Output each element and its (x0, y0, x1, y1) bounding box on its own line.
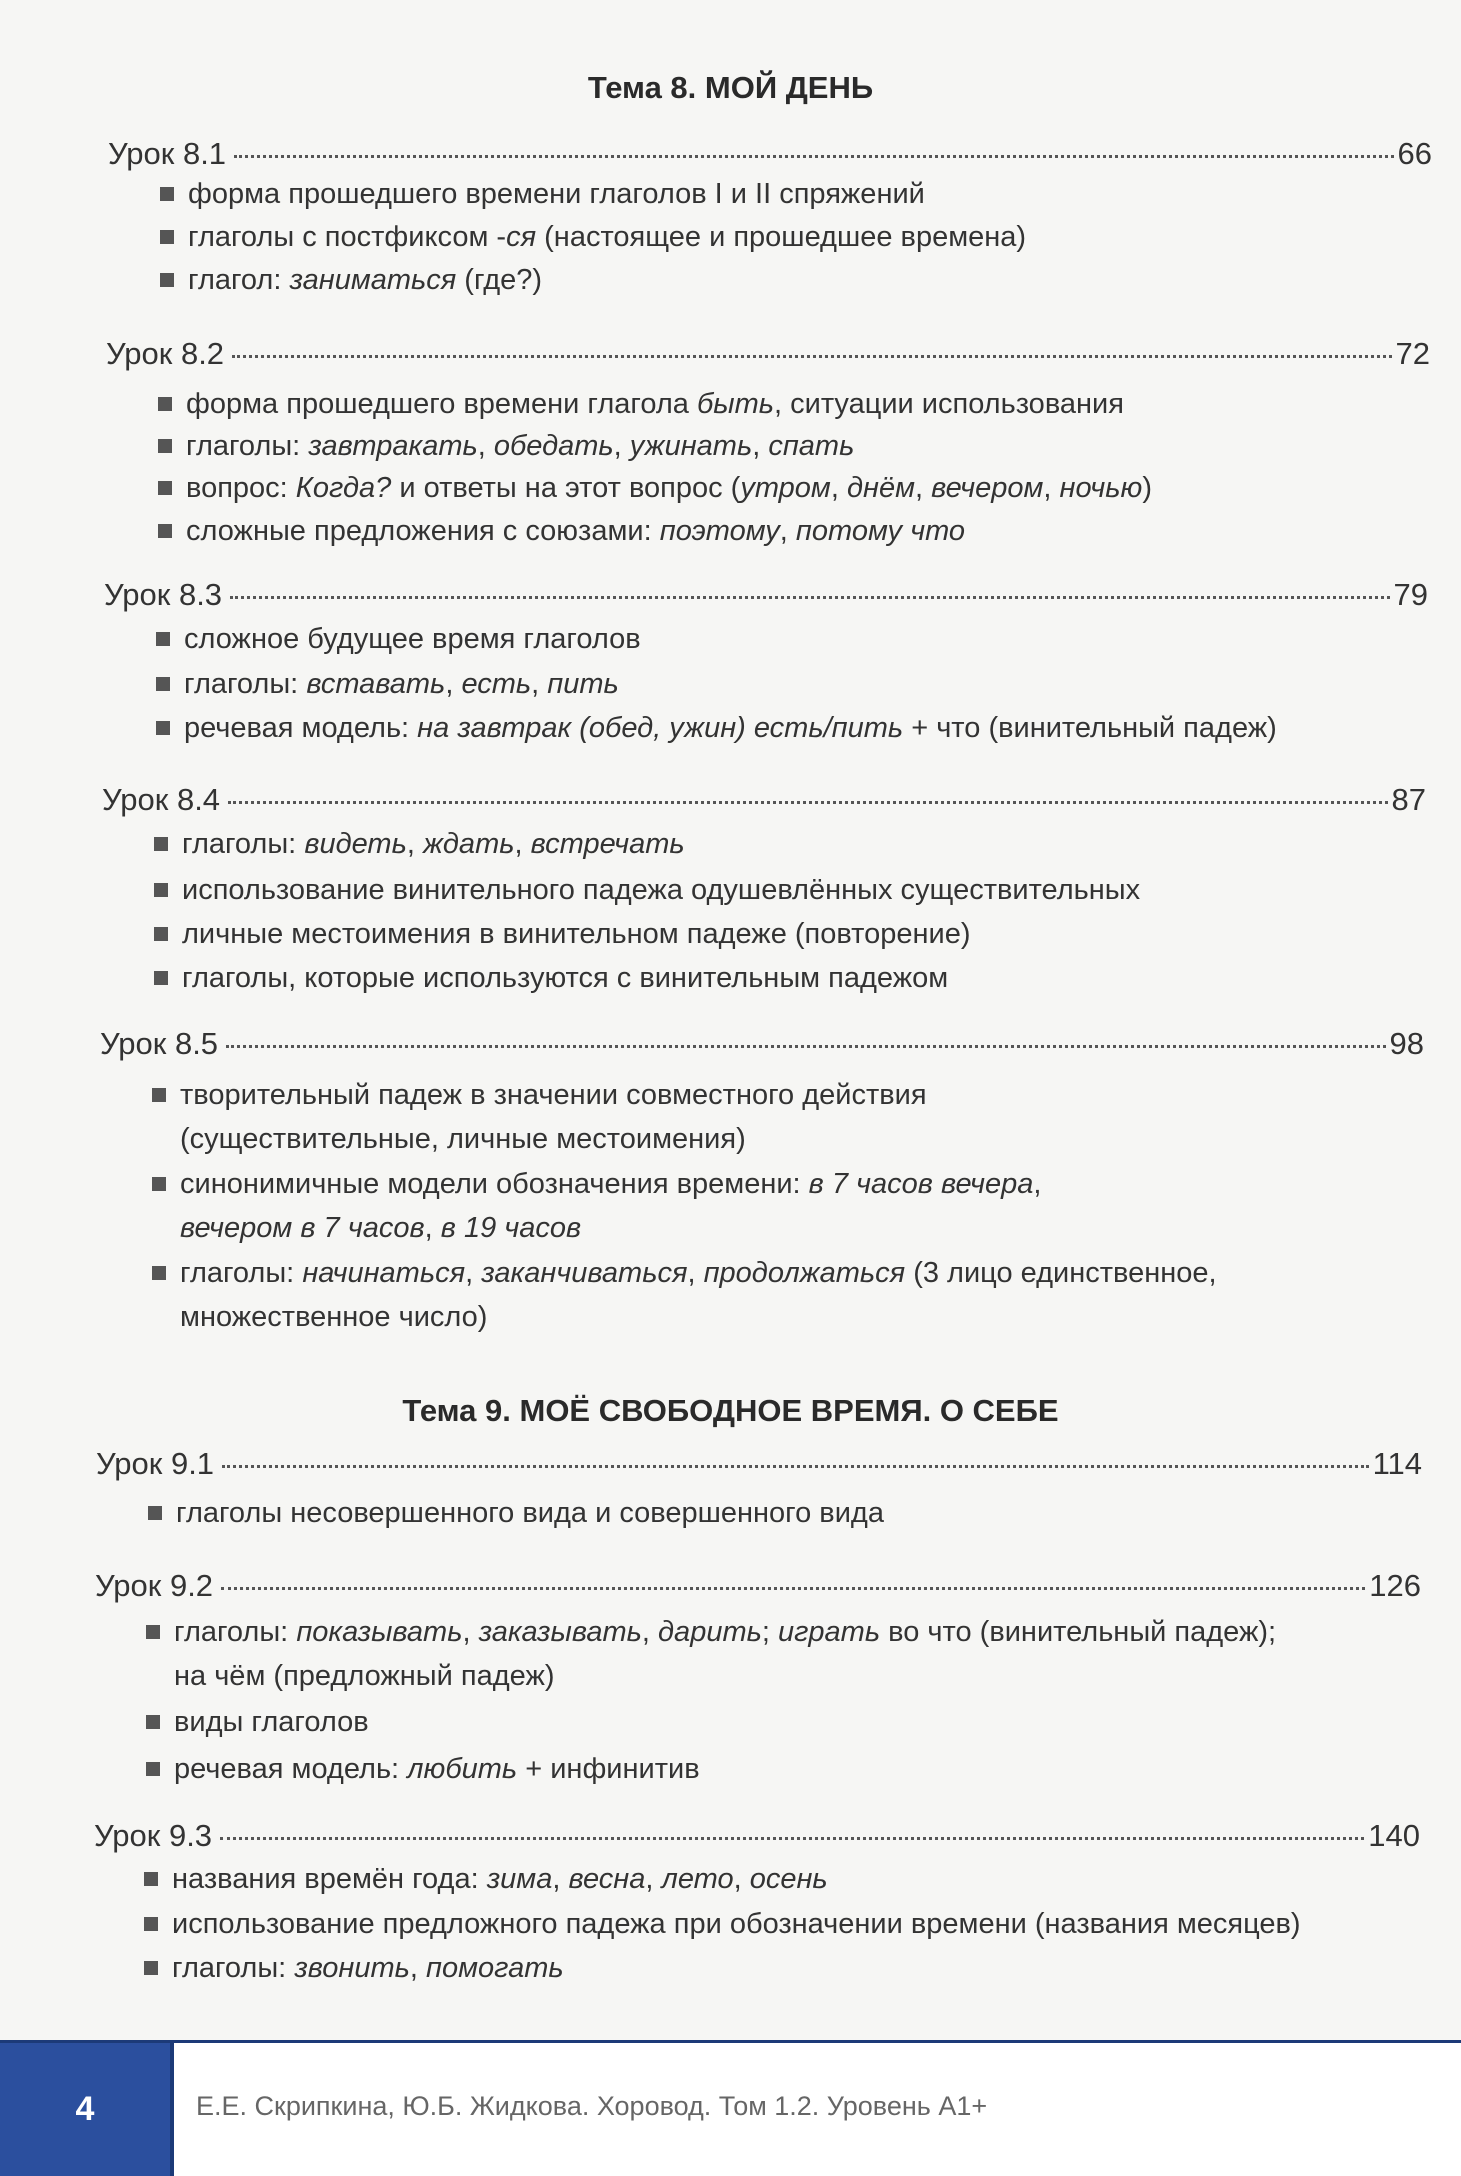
dot-leader (226, 1045, 1385, 1048)
square-bullet-icon (158, 481, 172, 495)
lesson-label: Урок 8.1 (108, 136, 227, 171)
square-bullet-icon (154, 837, 168, 851)
topic-bullet (182, 912, 970, 956)
footer-citation: Е.Е. Скрипкина, Ю.Б. Жидкова. Хоровод. Том 1.2. Уровень А1+ (196, 2091, 988, 2121)
bullet-line (174, 1747, 700, 1791)
bullet-text: , (465, 1257, 482, 1289)
bullet-line (172, 1857, 828, 1901)
square-bullet-icon (158, 397, 172, 411)
bullet-line (174, 1610, 1276, 1654)
bullet-text: , (462, 1616, 479, 1648)
topic-bullet (172, 1946, 564, 1990)
italic-term: дарить (658, 1616, 762, 1648)
bullet-text: названия времён года: (172, 1863, 487, 1895)
italic-term: вечером в 7 часов (180, 1212, 425, 1244)
lesson-page-number: 79 (1393, 577, 1428, 612)
square-bullet-icon (158, 439, 172, 453)
topic-bullet (184, 617, 641, 661)
bullet-text: во что (винительный падеж); (880, 1616, 1277, 1648)
italic-term: ночью (1059, 472, 1143, 504)
bullet-line (188, 172, 925, 216)
bullet-line (180, 1073, 927, 1117)
lesson-entry[interactable] (100, 1026, 1424, 1062)
bullet-text: глаголы с постфиксом - (188, 221, 507, 253)
bullet-line (182, 822, 685, 866)
square-bullet-icon (156, 677, 170, 691)
square-bullet-icon (152, 1177, 166, 1191)
bullet-line (182, 912, 970, 956)
bullet-text: , (914, 472, 932, 504)
page-footer (0, 2040, 1461, 2176)
bullet-text: , (613, 430, 630, 462)
topic-bullet (186, 382, 1124, 426)
bullet-line (180, 1162, 1041, 1206)
theme-title: Тема 9. МОЁ СВОБОДНОЕ ВРЕМЯ. О СЕБЕ (402, 1393, 1059, 1428)
bullet-text: глаголы несовершенного вида и совершенного вида (176, 1497, 884, 1529)
bullet-line (180, 1251, 1217, 1295)
bullet-text: + инфинитив (517, 1753, 700, 1785)
square-bullet-icon (148, 1506, 162, 1520)
topic-bullet (186, 509, 965, 553)
bullet-line (180, 1117, 927, 1161)
bullet-text: речевая модель: (184, 712, 418, 744)
lesson-label: Урок 8.3 (104, 577, 223, 612)
bullet-text: глаголы: (180, 1257, 303, 1289)
dot-leader (220, 1837, 1364, 1840)
dot-leader (228, 801, 1387, 804)
topic-bullet (174, 1610, 1276, 1698)
bullet-line (184, 662, 619, 706)
bullet-text: (существительные, личные местоимения) (180, 1123, 746, 1155)
italic-term: пить (547, 668, 619, 700)
bullet-text: синонимичные модели обозначения времени: (180, 1168, 809, 1200)
bullet-line (180, 1206, 1041, 1250)
bullet-text: личные местоимения в винительном падеже (повторение) (182, 918, 971, 950)
bullet-text: глаголы: (186, 430, 309, 462)
lesson-page-number: 140 (1368, 1818, 1420, 1853)
bullet-text: ) (1142, 472, 1153, 504)
italic-term: помогать (426, 1952, 564, 1984)
bullet-text: , ситуации использования (774, 388, 1124, 420)
bullet-text: речевая модель: (174, 1753, 408, 1785)
bullet-text: глагол: (188, 264, 290, 296)
bullet-text: глаголы: (172, 1952, 295, 1984)
square-bullet-icon (146, 1762, 160, 1776)
bullet-text: , (641, 1616, 659, 1648)
italic-term: звонить (294, 1952, 410, 1984)
italic-term: ся (506, 221, 537, 253)
bullet-text: , (733, 1863, 750, 1895)
topic-bullet (174, 1700, 369, 1744)
theme-title: Тема 8. МОЙ ДЕНЬ (587, 70, 874, 105)
lesson-entry[interactable] (108, 136, 1432, 172)
bullet-text: сложное будущее время глаголов (184, 623, 641, 655)
bullet-line (186, 509, 965, 553)
bullet-line (172, 1902, 1301, 1946)
bullet-text: глаголы: (184, 668, 307, 700)
bullet-text: , (409, 1952, 427, 1984)
italic-term: заканчиваться (481, 1257, 688, 1289)
bullet-line (176, 1491, 884, 1535)
topic-bullet (180, 1162, 1041, 1250)
topic-bullet (188, 215, 1026, 259)
bullet-text: , (477, 430, 494, 462)
square-bullet-icon (160, 273, 174, 287)
italic-term: заниматься (289, 264, 457, 296)
square-bullet-icon (152, 1266, 166, 1280)
square-bullet-icon (156, 632, 170, 646)
lesson-label: Урок 9.2 (95, 1568, 214, 1603)
bullet-line (186, 424, 854, 468)
italic-term: на завтрак (обед, ужин) есть/пить (417, 712, 904, 744)
lesson-label: Урок 9.1 (96, 1446, 215, 1481)
square-bullet-icon (152, 1088, 166, 1102)
italic-term: весна (568, 1863, 646, 1895)
bullet-line (172, 1946, 564, 1990)
italic-term: быть (696, 388, 774, 420)
bullet-text: на чём (предложный падеж) (174, 1660, 555, 1692)
square-bullet-icon (146, 1625, 160, 1639)
lesson-page-number: 72 (1395, 336, 1430, 371)
square-bullet-icon (154, 927, 168, 941)
italic-term: заказывать (478, 1616, 642, 1648)
bullet-text: использование винительного падежа одушевлённых существительных (182, 874, 1141, 906)
lesson-entry[interactable] (94, 1818, 1420, 1854)
bullet-text: , (752, 430, 769, 462)
dot-leader (230, 596, 1389, 599)
italic-term: начинаться (302, 1257, 466, 1289)
bullet-text: форма прошедшего времени глаголов I и II спряжений (188, 178, 925, 210)
topic-bullet (180, 1251, 1217, 1339)
lesson-label: Урок 8.2 (106, 336, 225, 371)
bullet-text: форма прошедшего времени глагола (186, 388, 697, 420)
square-bullet-icon (158, 524, 172, 538)
square-bullet-icon (146, 1715, 160, 1729)
italic-term: зима (486, 1863, 553, 1895)
bullet-text: сложные предложения с союзами: (186, 515, 660, 547)
topic-bullet (188, 258, 542, 302)
bullet-line (188, 215, 1026, 259)
bullet-text: (где?) (456, 264, 543, 296)
bullet-text: , (424, 1212, 441, 1244)
bullet-text: , (830, 472, 847, 504)
italic-term: играть (777, 1616, 881, 1648)
lesson-label: Урок 9.3 (94, 1818, 213, 1853)
italic-term: спать (768, 430, 855, 462)
italic-term: лето (661, 1863, 734, 1895)
bullet-line (182, 956, 948, 1000)
bullet-line (186, 466, 1152, 510)
bullet-line (180, 1295, 1217, 1339)
italic-term: показывать (296, 1616, 463, 1648)
topic-bullet (182, 822, 685, 866)
bullet-text: глаголы, которые используются с винительным падежом (182, 962, 949, 994)
bullet-text: и ответы на этот вопрос ( (391, 472, 741, 504)
topic-bullet (186, 424, 854, 468)
lesson-label: Урок 8.5 (100, 1026, 219, 1061)
bullet-text: использование предложного падежа при обозначении времени (названия месяцев) (172, 1908, 1301, 1940)
bullet-text: , (1043, 472, 1060, 504)
italic-term: видеть (304, 828, 407, 860)
topic-bullet (184, 662, 619, 706)
bullet-text: (3 лицо единственное, (905, 1257, 1217, 1289)
italic-term: потому что (795, 515, 966, 547)
italic-term: вставать (306, 668, 446, 700)
italic-term: вечером (931, 472, 1044, 504)
bullet-text: множественное число) (180, 1301, 488, 1333)
topic-bullet (182, 868, 1140, 912)
bullet-text: ; (761, 1616, 778, 1648)
topic-bullet (182, 956, 948, 1000)
bullet-text: , (1033, 1168, 1042, 1200)
square-bullet-icon (156, 721, 170, 735)
bullet-line (174, 1700, 369, 1744)
italic-term: в 7 часов вечера (808, 1168, 1034, 1200)
dot-leader (234, 155, 1393, 158)
bullet-text: глаголы: (174, 1616, 297, 1648)
bullet-text: , (531, 668, 548, 700)
bullet-text: виды глаголов (174, 1706, 369, 1738)
lesson-page-number: 98 (1389, 1026, 1424, 1061)
italic-term: ждать (422, 828, 515, 860)
lesson-page-number: 114 (1372, 1446, 1422, 1481)
bullet-line (184, 706, 1277, 750)
lesson-entry[interactable] (96, 1446, 1422, 1482)
topic-bullet (180, 1073, 927, 1161)
bullet-text: , (687, 1257, 704, 1289)
square-bullet-icon (160, 187, 174, 201)
bullet-text: вопрос: (186, 472, 296, 504)
bullet-text: , (406, 828, 423, 860)
italic-term: любить (407, 1753, 518, 1785)
italic-term: ужинать (629, 430, 753, 462)
italic-term: есть (461, 668, 532, 700)
square-bullet-icon (144, 1917, 158, 1931)
bullet-text: глаголы: (182, 828, 305, 860)
square-bullet-icon (144, 1961, 158, 1975)
square-bullet-icon (154, 883, 168, 897)
italic-term: обедать (493, 430, 614, 462)
topic-bullet (176, 1491, 884, 1535)
square-bullet-icon (160, 230, 174, 244)
italic-term: продолжаться (703, 1257, 906, 1289)
lesson-entry[interactable] (104, 577, 1428, 613)
lesson-entry[interactable] (95, 1568, 1421, 1604)
italic-term: днём (846, 472, 915, 504)
bullet-line (186, 382, 1124, 426)
bullet-text: , (445, 668, 462, 700)
dot-leader (221, 1587, 1365, 1590)
page-number: 4 (0, 2043, 170, 2176)
bullet-text: , (645, 1863, 662, 1895)
bullet-text: + что (винительный падеж) (903, 712, 1277, 744)
bullet-line (174, 1654, 1276, 1698)
footer-divider (170, 2043, 174, 2176)
square-bullet-icon (144, 1872, 158, 1886)
topic-bullet (172, 1902, 1301, 1946)
topic-bullet (184, 706, 1277, 750)
italic-term: в 19 часов (440, 1212, 582, 1244)
bullet-line (188, 258, 542, 302)
italic-term: Когда? (295, 472, 392, 504)
lesson-entry[interactable] (106, 336, 1430, 372)
bullet-text: (настоящее и прошедшее времена) (536, 221, 1027, 253)
topic-bullet (174, 1747, 700, 1791)
bullet-line (184, 617, 641, 661)
bullet-text: творительный падеж в значении совместного действия (180, 1079, 927, 1111)
topic-bullet (188, 172, 925, 216)
bullet-line (182, 868, 1140, 912)
topic-bullet (186, 466, 1152, 510)
bullet-text: , (552, 1863, 569, 1895)
topic-bullet (172, 1857, 828, 1901)
lesson-page-number: 87 (1391, 782, 1426, 817)
lesson-entry[interactable] (102, 782, 1426, 818)
lesson-label: Урок 8.4 (102, 782, 221, 817)
italic-term: поэтому (659, 515, 780, 547)
italic-term: осень (749, 1863, 828, 1895)
italic-term: завтракать (308, 430, 478, 462)
square-bullet-icon (154, 971, 168, 985)
bullet-text: , (779, 515, 796, 547)
dot-leader (222, 1465, 1369, 1468)
lesson-page-number: 66 (1397, 136, 1432, 171)
bullet-text: , (514, 828, 531, 860)
italic-term: утром (740, 472, 831, 504)
italic-term: встречать (530, 828, 685, 860)
lesson-page-number: 126 (1369, 1568, 1421, 1603)
dot-leader (232, 355, 1391, 358)
